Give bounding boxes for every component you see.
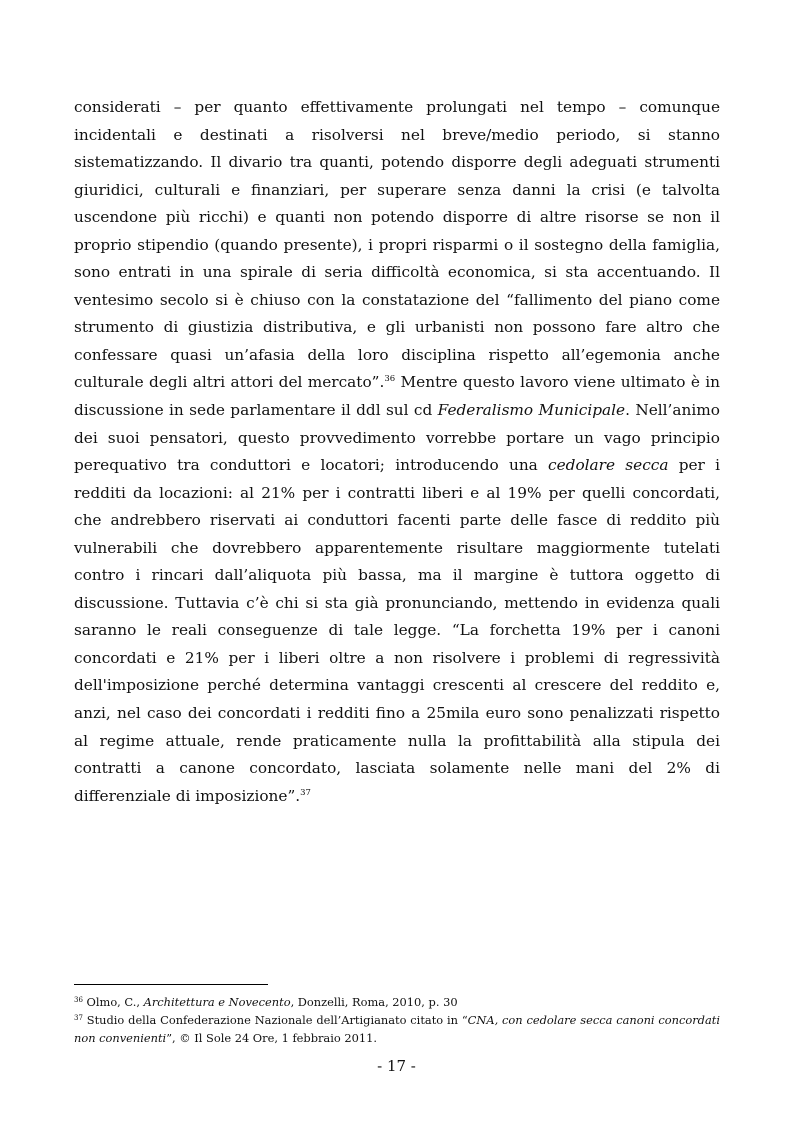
body-paragraph <box>74 94 720 810</box>
body-text-segment: considerati – per quanto effettivamente prolungati nel tempo – comunque incidentali e destinati a risolversi nel breve/medio periodo, si stanno sistematizzando. Il divario tra quanti, potendo disporre degli adeguati strumenti giuridici, culturali e finanziari, per superare senza danni la crisi (e talvolta uscendone più ricchi) e quanti non potendo disporre di altre risorse se non il proprio stipendio (quando presente), i propri risparmi o il sostegno della famiglia, sono entrati in una spirale di seria difficoltà economica, si sta accentuando. Il ventesimo secolo si è chiuso con la constatazione del “fallimento del piano come strumento di giustizia distributiva, e gli urbanisti non possono fare altro che confessare quasi un’afasia della loro disciplina rispetto all’egemonia anche culturale degli altri attori del mercato”. <box>74 98 720 392</box>
body-text-segment: . Nell’animo dei suoi pensatori, questo provvedimento vorrebbe portare un vago principio perequativo tra conduttori e locatori; introducendo una <box>74 401 720 475</box>
body-text-segment: per i redditi da locazioni: al 21% per i contratti liberi e al 19% per quelli concordati, che andrebbero riservati ai conduttori facenti parte delle fasce di reddito più vulnerabili che dovrebbero apparentemente risultare maggiormente tutelati contro i rincari dall’aliquota più bassa, ma il margine è tuttora oggetto di discussione. Tuttavia c’è chi si sta già pronunciando, mettendo in evidenza quali saranno le reali conseguenze di tale legge. “La forchetta 19% per i canoni concordati e 21% per i liberi oltre a non risolvere i problemi di regressività dell'imposizione perché determina vantaggi crescenti al crescere del reddito e, anzi, nel caso dei concordati i redditi fino a 25mila euro sono penalizzati rispetto al regime attuale, rende praticamente nulla la profittabilità alla stipula dei contratti a canone concordato, lasciata solamente nelle mani del 2% di differenziale di imposizione”. <box>74 456 720 805</box>
footnote-36 <box>74 993 720 1011</box>
footnote-number: 37 <box>74 1014 83 1022</box>
footnote-ref-37[interactable]: 37 <box>300 787 311 798</box>
footnote-text: ”, © Il Sole 24 Ore, 1 febbraio 2011. <box>166 1031 377 1045</box>
footnote-title: Architettura e Novecento <box>143 995 291 1009</box>
footnote-text: Studio della Confederazione Nazionale dell’Artigianato citato in “ <box>82 1013 468 1027</box>
footnote-title: CNA, con cedolare secca canoni concordati non convenienti <box>74 1013 720 1045</box>
page-number: - 17 - <box>377 1057 416 1075</box>
footnote-37 <box>74 1011 720 1047</box>
footnote-text: , Donzelli, Roma, 2010, p. 30 <box>290 995 458 1009</box>
footnotes <box>74 993 720 1047</box>
footnote-separator <box>74 984 268 985</box>
footnote-number: 36 <box>74 996 83 1004</box>
body-text-segment: Mentre questo lavoro viene ultimato è in discussione in sede parlamentare il ddl sul cd <box>74 373 720 420</box>
footnote-ref-36[interactable]: 36 <box>384 374 396 385</box>
footnote-text: Olmo, C., <box>82 995 144 1009</box>
emphasis-cedolare: cedolare secca <box>548 456 669 475</box>
emphasis-federalismo: Federalismo Municipale <box>437 401 626 420</box>
